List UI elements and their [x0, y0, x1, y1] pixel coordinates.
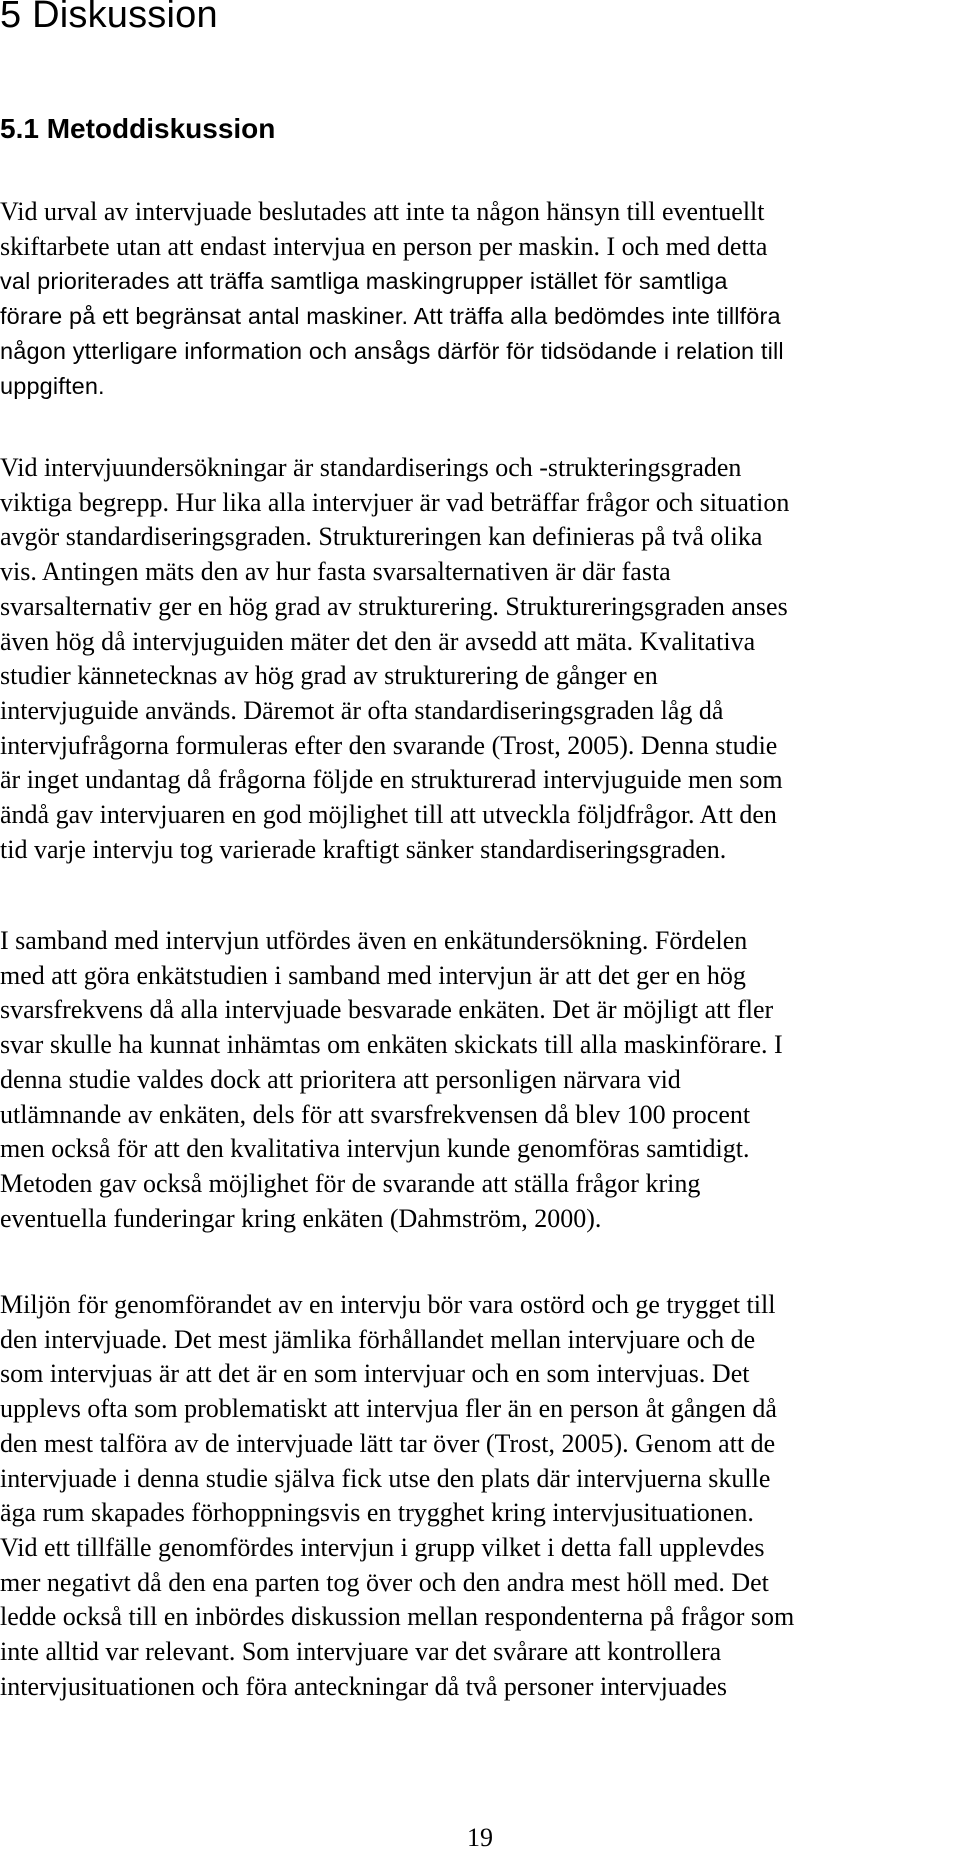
text-line: skiftarbete utan att endast intervjua en person per maskin. I och med detta [0, 231, 768, 261]
text-line: val prioriterades att träffa samtliga maskingrupper istället för samtliga [0, 268, 728, 295]
section-heading: 5.1 Metoddiskussion [0, 113, 276, 144]
text-line: svar skulle ha kunnat inhämtas om enkäten skickats till alla maskinförare. I [0, 1030, 783, 1060]
text-line: studier kännetecknas av hög grad av strukturering de gånger en [0, 661, 658, 691]
text-line: denna studie valdes dock att prioritera att personligen närvara vid [0, 1064, 681, 1094]
text-line: men också för att den kvalitativa intervjun kunde genomföras samtidigt. [0, 1134, 750, 1164]
text-line: äga rum skapades förhoppningsvis en trygghet kring intervjusituationen. [0, 1498, 754, 1528]
text-line: även hög då intervjuguiden mäter det den är avsedd att mäta. Kvalitativa [0, 626, 756, 656]
text-line: Vid ett tillfälle genomfördes intervjun i grupp vilket i detta fall upplevdes [0, 1532, 765, 1562]
text-line: Miljön för genomförandet av en intervju bör vara ostörd och ge trygget till [0, 1290, 776, 1319]
text-line: den intervjuade. Det mest jämlika förhållandet mellan intervjuare och de [0, 1324, 756, 1354]
text-line: intervjuade i denna studie själva fick utse den plats där intervjuerna skulle [0, 1463, 771, 1493]
text-line: mer negativt då den ena parten tog över och den andra mest höll med. Det [0, 1567, 769, 1597]
text-line: intervjuguide används. Däremot är ofta standardiseringsgraden låg då [0, 695, 724, 725]
paragraph-enkat [0, 924, 928, 1236]
text-line: utlämnande av enkäten, dels för att svarsfrekvensen då blev 100 procent [0, 1099, 751, 1129]
text-line: någon ytterligare information och ansågs därför för tidsödande i relation till [0, 337, 784, 364]
text-line: Vid urval av intervjuade beslutades att inte ta någon hänsyn till eventuellt [0, 197, 765, 226]
text-line: med att göra enkätstudien i samband med intervjun är att det ger en hög [0, 960, 746, 990]
text-line: svarsfrekvens då alla intervjuade besvarade enkäten. Det är möjligt att fler [0, 995, 774, 1025]
page-number: 19 [467, 1823, 493, 1852]
text-line: viktiga begrepp. Hur lika alla intervjuer är vad beträffar frågor och situation [0, 487, 790, 517]
text-line: förare på ett begränsat antal maskiner. Att träffa alla bedömdes inte tillföra [0, 303, 781, 330]
text-line: avgör standardiseringsgraden. Struktureringen kan definieras på två olika [0, 522, 763, 552]
text-line: som intervjuas är att det är en som intervjuar och en som intervjuas. Det [0, 1359, 750, 1389]
text-line: eventuella funderingar kring enkäten (Dahmström, 2000). [0, 1203, 602, 1233]
text-line: upplevs ofta som problematiskt att intervjua fler än en person åt gången då [0, 1394, 777, 1424]
text-line: intervjufrågorna formuleras efter den svarande (Trost, 2005). Denna studie [0, 730, 778, 760]
paragraph-miljo [0, 1288, 928, 1704]
text-line: tid varje intervju tog varierade kraftigt sänker standardiseringsgraden. [0, 834, 727, 864]
paragraph-standardisering [0, 451, 928, 867]
paragraph-urval [0, 195, 928, 403]
text-line: ledde också till en inbördes diskussion mellan respondenterna på frågor som [0, 1602, 795, 1632]
text-line: vis. Antingen mäts den av hur fasta svarsalternativen är där fasta [0, 557, 671, 587]
text-line: I samband med intervjun utfördes även en enkätundersökning. Fördelen [0, 926, 748, 955]
text-line: ändå gav intervjuaren en god möjlighet till att utveckla följdfrågor. Att den [0, 800, 777, 830]
text-line: intervjusituationen och föra anteckningar då två personer intervjuades [0, 1671, 728, 1701]
text-line: inte alltid var relevant. Som intervjuare var det svårare att kontrollera [0, 1637, 722, 1667]
text-line: uppgiften. [0, 372, 105, 399]
text-line: Metoden gav också möjlighet för de svarande att ställa frågor kring [0, 1168, 701, 1198]
text-line: Vid intervjuundersökningar är standardiserings och -strukteringsgraden [0, 453, 742, 482]
text-line: den mest talföra av de intervjuade lätt tar över (Trost, 2005). Genom att de [0, 1428, 776, 1458]
chapter-heading: 5 Diskussion [0, 0, 218, 36]
text-line: svarsalternativ ger en hög grad av strukturering. Struktureringsgraden anses [0, 591, 788, 621]
text-line: är inget undantag då frågorna följde en strukturerad intervjuguide men som [0, 765, 783, 795]
